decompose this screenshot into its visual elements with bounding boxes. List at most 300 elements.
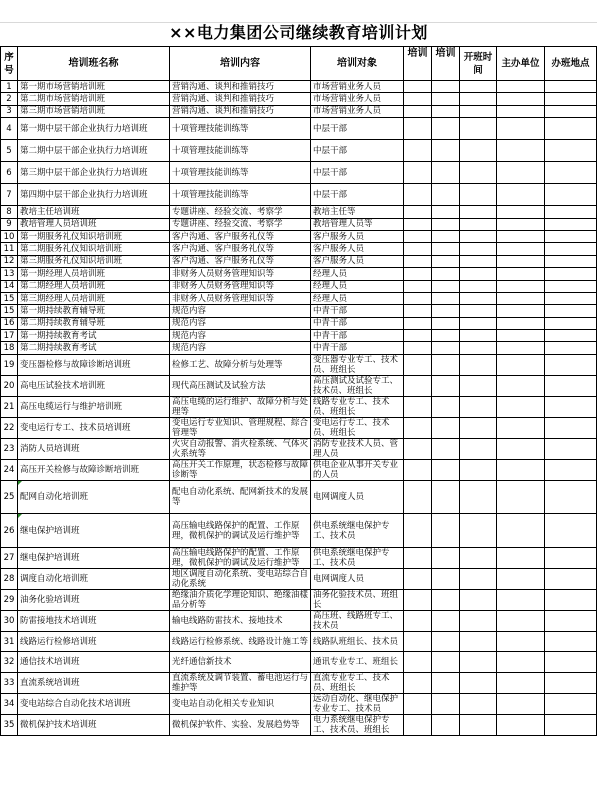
row-name-cell: 高压开关检修与故障诊断培训班 [18, 459, 170, 480]
row-index-cell: 17 [1, 330, 18, 342]
empty-cell [432, 162, 460, 184]
empty-cell [545, 206, 597, 218]
empty-cell [545, 514, 597, 548]
empty-cell [497, 93, 545, 105]
table-row [1, 218, 597, 230]
empty-cell [497, 243, 545, 255]
row-name-cell: 第二期持续教育考试 [18, 342, 170, 354]
row-content-cell: 营销沟通、谈判和推销技巧 [170, 81, 311, 93]
empty-cell [460, 693, 497, 714]
empty-cell [545, 184, 597, 206]
row-content-cell: 十项管理技能训练等 [170, 184, 311, 206]
row-name-cell: 变电站综合自动化技术培训班 [18, 693, 170, 714]
empty-cell [432, 693, 460, 714]
empty-cell [404, 218, 432, 230]
row-name-cell: 第四期中层干部企业执行力培训班 [18, 184, 170, 206]
empty-cell [404, 652, 432, 673]
empty-cell [404, 417, 432, 438]
row-target-cell: 供电系统继电保护专工、技术员 [311, 547, 404, 568]
empty-cell [545, 375, 597, 396]
row-index-cell: 28 [1, 568, 18, 589]
empty-cell [432, 317, 460, 329]
table-row [1, 81, 597, 93]
empty-cell [497, 105, 545, 117]
empty-cell [404, 330, 432, 342]
col-header-location: 办班地点 [545, 47, 597, 81]
empty-cell [497, 396, 545, 417]
empty-cell [404, 268, 432, 280]
row-index-cell: 35 [1, 714, 18, 735]
row-target-cell: 市场营销业务人员 [311, 105, 404, 117]
empty-cell [404, 514, 432, 548]
empty-cell [432, 568, 460, 589]
empty-cell [460, 396, 497, 417]
empty-cell [460, 514, 497, 548]
empty-cell [497, 305, 545, 317]
row-target-cell: 教培主任等 [311, 206, 404, 218]
table-row [1, 330, 597, 342]
empty-cell [460, 342, 497, 354]
row-content-cell: 高压电缆的运行维护、故障分析与处理等 [170, 396, 311, 417]
row-name-cell: 油务化验培训班 [18, 589, 170, 610]
empty-cell [460, 162, 497, 184]
empty-cell [404, 280, 432, 292]
row-content-cell: 非财务人员财务管理知识等 [170, 280, 311, 292]
row-target-cell: 经理人员 [311, 292, 404, 304]
row-target-cell: 高压测试及试验专工、技术员、班组长 [311, 375, 404, 396]
row-index-cell: 26 [1, 514, 18, 548]
table-row [1, 206, 597, 218]
row-index-cell: 30 [1, 610, 18, 631]
empty-cell [404, 693, 432, 714]
row-content-cell: 高压开关工作原理，状态检修与故障诊断等 [170, 459, 311, 480]
table-row [1, 342, 597, 354]
row-name-cell: 继电保护培训班 [18, 547, 170, 568]
empty-cell [404, 206, 432, 218]
row-name-cell: 线路运行检修培训班 [18, 631, 170, 652]
row-name-cell: 高电压试验技术培训班 [18, 375, 170, 396]
row-content-cell: 营销沟通、谈判和推销技巧 [170, 93, 311, 105]
row-content-cell: 专题讲座、经验交流、考察学 [170, 218, 311, 230]
empty-cell [545, 218, 597, 230]
empty-cell [460, 118, 497, 140]
row-target-cell: 中青干部 [311, 317, 404, 329]
row-target-cell: 线路专业专工、技术员、班组长 [311, 396, 404, 417]
empty-cell [404, 81, 432, 93]
empty-cell [404, 305, 432, 317]
row-target-cell: 市场营销业务人员 [311, 81, 404, 93]
empty-cell [497, 162, 545, 184]
row-index-cell: 18 [1, 342, 18, 354]
row-index-cell: 6 [1, 162, 18, 184]
row-content-cell: 十项管理技能训练等 [170, 140, 311, 162]
row-content-cell: 规范内容 [170, 305, 311, 317]
table-row [1, 317, 597, 329]
empty-cell [460, 184, 497, 206]
row-index-cell: 24 [1, 459, 18, 480]
row-index-cell: 15 [1, 305, 18, 317]
training-plan-table [0, 46, 597, 736]
empty-cell [432, 93, 460, 105]
empty-cell [432, 292, 460, 304]
empty-cell [460, 218, 497, 230]
empty-cell [432, 354, 460, 375]
empty-cell [545, 140, 597, 162]
empty-cell [545, 354, 597, 375]
row-target-cell: 客户服务人员 [311, 230, 404, 242]
empty-cell [432, 140, 460, 162]
row-content-cell: 现代高压测试及试验方法 [170, 375, 311, 396]
row-target-cell: 经理人员 [311, 280, 404, 292]
empty-cell [460, 206, 497, 218]
table-row [1, 480, 597, 514]
empty-cell [404, 480, 432, 514]
row-content-cell: 十项管理技能训练等 [170, 162, 311, 184]
row-target-cell: 中层干部 [311, 140, 404, 162]
empty-cell [404, 243, 432, 255]
empty-cell [497, 206, 545, 218]
empty-cell [404, 438, 432, 459]
row-name-cell: 变压器检修与故障诊断培训班 [18, 354, 170, 375]
row-target-cell: 中层干部 [311, 118, 404, 140]
row-name-cell: 直流系统培训班 [18, 672, 170, 693]
row-name-cell: 第一期持续教育辅导班 [18, 305, 170, 317]
row-content-cell: 火灾自动报警、消火栓系统、气体灭火系统等 [170, 438, 311, 459]
row-content-cell: 变电站自动化相关专业知识 [170, 693, 311, 714]
empty-cell [404, 610, 432, 631]
table-row [1, 184, 597, 206]
row-content-cell: 非财务人员财务管理知识等 [170, 268, 311, 280]
row-content-cell: 规范内容 [170, 342, 311, 354]
row-content-cell: 微机保护软件、实验、发展趋势等 [170, 714, 311, 735]
empty-cell [432, 342, 460, 354]
empty-cell [545, 652, 597, 673]
empty-cell [497, 230, 545, 242]
empty-cell [497, 81, 545, 93]
row-index-cell: 33 [1, 672, 18, 693]
table-row [1, 268, 597, 280]
row-target-cell: 中青干部 [311, 342, 404, 354]
empty-cell [432, 184, 460, 206]
row-index-cell: 22 [1, 417, 18, 438]
row-name-cell: 第二期市场营销培训班 [18, 93, 170, 105]
empty-cell [497, 417, 545, 438]
empty-cell [497, 292, 545, 304]
row-content-cell: 规范内容 [170, 317, 311, 329]
empty-cell [432, 396, 460, 417]
row-name-cell: 教培主任培训班 [18, 206, 170, 218]
table-row [1, 610, 597, 631]
row-index-cell: 25 [1, 480, 18, 514]
row-target-cell: 电网调度人员 [311, 480, 404, 514]
col-header-host: 主办单位 [497, 47, 545, 81]
empty-cell [460, 631, 497, 652]
row-content-cell: 高压输电线路保护的配置、工作原理，微机保护的调试及运行维护等 [170, 514, 311, 548]
empty-cell [497, 514, 545, 548]
row-name-cell: 第一期经理人员培训班 [18, 268, 170, 280]
empty-cell [545, 480, 597, 514]
row-target-cell: 通讯专业专工、班组长 [311, 652, 404, 673]
empty-cell [460, 140, 497, 162]
empty-cell [545, 118, 597, 140]
empty-cell [432, 206, 460, 218]
table-row [1, 243, 597, 255]
row-name-cell: 继电保护培训班 [18, 514, 170, 548]
row-name-cell: 变电运行专工、技术员培训班 [18, 417, 170, 438]
row-target-cell: 高压班、线路班专工、技术员 [311, 610, 404, 631]
empty-cell [497, 547, 545, 568]
empty-cell [497, 218, 545, 230]
empty-cell [545, 268, 597, 280]
row-name-cell: 第三期中层干部企业执行力培训班 [18, 162, 170, 184]
row-index-cell: 11 [1, 243, 18, 255]
row-index-cell: 16 [1, 317, 18, 329]
empty-cell [432, 255, 460, 267]
empty-cell [460, 354, 497, 375]
table-row [1, 162, 597, 184]
table-row [1, 354, 597, 375]
empty-cell [404, 105, 432, 117]
page-title: ××电力集团公司继续教育培训计划 [169, 23, 428, 42]
empty-cell [460, 568, 497, 589]
empty-cell [404, 672, 432, 693]
table-row [1, 292, 597, 304]
col-header-index: 序号 [1, 47, 18, 81]
row-index-cell: 21 [1, 396, 18, 417]
row-index-cell: 4 [1, 118, 18, 140]
table-row [1, 417, 597, 438]
row-index-cell: 29 [1, 589, 18, 610]
empty-cell [432, 480, 460, 514]
empty-cell [432, 218, 460, 230]
table-row [1, 255, 597, 267]
empty-cell [545, 417, 597, 438]
row-target-cell: 远动自动化、继电保护专业专工、技术员 [311, 693, 404, 714]
row-index-cell: 27 [1, 547, 18, 568]
row-index-cell: 19 [1, 354, 18, 375]
row-index-cell: 20 [1, 375, 18, 396]
empty-cell [497, 317, 545, 329]
empty-cell [460, 81, 497, 93]
table-body [1, 81, 597, 736]
empty-cell [545, 714, 597, 735]
table-row [1, 652, 597, 673]
empty-cell [432, 375, 460, 396]
row-index-cell: 7 [1, 184, 18, 206]
empty-cell [432, 105, 460, 117]
row-content-cell: 客户沟通、客户服务礼仪等 [170, 243, 311, 255]
row-content-cell: 非财务人员财务管理知识等 [170, 292, 311, 304]
empty-cell [432, 514, 460, 548]
row-target-cell: 变电运行专工、技术员、班组长 [311, 417, 404, 438]
row-index-cell: 1 [1, 81, 18, 93]
row-content-cell: 十项管理技能训练等 [170, 118, 311, 140]
row-content-cell: 直流系统及调节装置、蓄电池运行与维护等 [170, 672, 311, 693]
empty-cell [497, 610, 545, 631]
empty-cell [497, 438, 545, 459]
empty-cell [545, 438, 597, 459]
empty-cell [404, 93, 432, 105]
empty-cell [432, 672, 460, 693]
row-name-cell: 微机保护技术培训班 [18, 714, 170, 735]
row-index-cell: 34 [1, 693, 18, 714]
row-name-cell: 调度自动化培训班 [18, 568, 170, 589]
row-name-cell: 消防人员培训班 [18, 438, 170, 459]
row-target-cell: 教培管理人员等 [311, 218, 404, 230]
empty-cell [497, 342, 545, 354]
empty-cell [545, 81, 597, 93]
empty-cell [545, 105, 597, 117]
row-index-cell: 23 [1, 438, 18, 459]
table-row [1, 693, 597, 714]
row-index-cell: 13 [1, 268, 18, 280]
empty-cell [497, 652, 545, 673]
empty-cell [545, 317, 597, 329]
empty-cell [460, 438, 497, 459]
empty-cell [497, 589, 545, 610]
row-content-cell: 光纤通信新技术 [170, 652, 311, 673]
empty-cell [545, 230, 597, 242]
empty-cell [404, 292, 432, 304]
empty-cell [460, 93, 497, 105]
col-header-name: 培训班名称 [18, 47, 170, 81]
empty-cell [404, 589, 432, 610]
row-target-cell: 供电系统继电保护专工、技术员 [311, 514, 404, 548]
row-index-cell: 5 [1, 140, 18, 162]
empty-cell [404, 375, 432, 396]
empty-cell [545, 93, 597, 105]
empty-cell [497, 354, 545, 375]
empty-cell [460, 589, 497, 610]
row-name-cell: 教培管理人员培训班 [18, 218, 170, 230]
row-name-cell: 第三期市场营销培训班 [18, 105, 170, 117]
empty-cell [432, 631, 460, 652]
empty-cell [497, 255, 545, 267]
empty-cell [497, 140, 545, 162]
empty-cell [460, 255, 497, 267]
row-index-cell: 12 [1, 255, 18, 267]
empty-cell [404, 568, 432, 589]
empty-cell [432, 305, 460, 317]
empty-cell [497, 330, 545, 342]
empty-cell [460, 417, 497, 438]
empty-cell [460, 480, 497, 514]
table-row [1, 375, 597, 396]
table-row [1, 547, 597, 568]
row-content-cell: 客户沟通、客户服务礼仪等 [170, 255, 311, 267]
empty-cell [432, 81, 460, 93]
row-target-cell: 直流专业专工、技术员、班组长 [311, 672, 404, 693]
empty-cell [545, 342, 597, 354]
row-target-cell: 市场营销业务人员 [311, 93, 404, 105]
row-target-cell: 油务化验技术员、班组长 [311, 589, 404, 610]
empty-cell [432, 280, 460, 292]
row-name-cell: 配网自动化培训班 [18, 480, 170, 514]
empty-cell [432, 714, 460, 735]
row-target-cell: 客户服务人员 [311, 255, 404, 267]
row-target-cell: 中层干部 [311, 162, 404, 184]
empty-cell [497, 118, 545, 140]
row-content-cell: 营销沟通、谈判和推销技巧 [170, 105, 311, 117]
empty-cell [460, 292, 497, 304]
table-row [1, 514, 597, 548]
row-name-cell: 第三期服务礼仪知识培训班 [18, 255, 170, 267]
row-index-cell: 31 [1, 631, 18, 652]
table-row [1, 230, 597, 242]
row-name-cell: 第二期持续教育辅导班 [18, 317, 170, 329]
row-name-cell: 高压电缆运行与维护培训班 [18, 396, 170, 417]
row-index-cell: 10 [1, 230, 18, 242]
empty-cell [432, 243, 460, 255]
row-index-cell: 9 [1, 218, 18, 230]
empty-cell [460, 105, 497, 117]
row-target-cell: 电网调度人员 [311, 568, 404, 589]
row-target-cell: 变压器专业专工、技术员、班组长 [311, 354, 404, 375]
empty-cell [432, 610, 460, 631]
empty-cell [432, 118, 460, 140]
row-target-cell: 消防专业技术人员、管理人员 [311, 438, 404, 459]
empty-cell [497, 568, 545, 589]
row-target-cell: 经理人员 [311, 268, 404, 280]
row-name-cell: 第一期市场营销培训班 [18, 81, 170, 93]
table-row [1, 305, 597, 317]
empty-cell [404, 714, 432, 735]
table-row [1, 396, 597, 417]
empty-cell [497, 184, 545, 206]
col-header-content: 培训内容 [170, 47, 311, 81]
empty-cell [497, 714, 545, 735]
table-row [1, 438, 597, 459]
empty-cell [460, 330, 497, 342]
empty-cell [545, 243, 597, 255]
empty-cell [432, 652, 460, 673]
empty-cell [404, 317, 432, 329]
row-index-cell: 8 [1, 206, 18, 218]
row-content-cell: 规范内容 [170, 330, 311, 342]
empty-cell [460, 459, 497, 480]
empty-cell [545, 610, 597, 631]
empty-cell [460, 280, 497, 292]
empty-cell [497, 480, 545, 514]
row-content-cell: 客户沟通、客户服务礼仪等 [170, 230, 311, 242]
empty-cell [460, 243, 497, 255]
table-row [1, 589, 597, 610]
table-row [1, 118, 597, 140]
empty-cell [545, 396, 597, 417]
empty-cell [404, 547, 432, 568]
row-target-cell: 线路队班组长、技术员 [311, 631, 404, 652]
table-row [1, 631, 597, 652]
empty-cell [432, 330, 460, 342]
empty-cell [545, 162, 597, 184]
row-name-cell: 第一期服务礼仪知识培训班 [18, 230, 170, 242]
empty-cell [545, 459, 597, 480]
table-row [1, 105, 597, 117]
row-content-cell: 检修工艺、故障分析与处理等 [170, 354, 311, 375]
col-header-target: 培训对象 [311, 47, 404, 81]
row-content-cell: 线路运行检修系统、线路设计施工等 [170, 631, 311, 652]
col-header-training-b: 培训 [432, 47, 460, 81]
row-content-cell: 输电线路防雷技术、接地技术 [170, 610, 311, 631]
table-row [1, 714, 597, 735]
empty-cell [404, 631, 432, 652]
row-index-cell: 32 [1, 652, 18, 673]
empty-cell [545, 631, 597, 652]
empty-cell [545, 693, 597, 714]
empty-cell [432, 547, 460, 568]
empty-cell [432, 230, 460, 242]
empty-cell [460, 305, 497, 317]
